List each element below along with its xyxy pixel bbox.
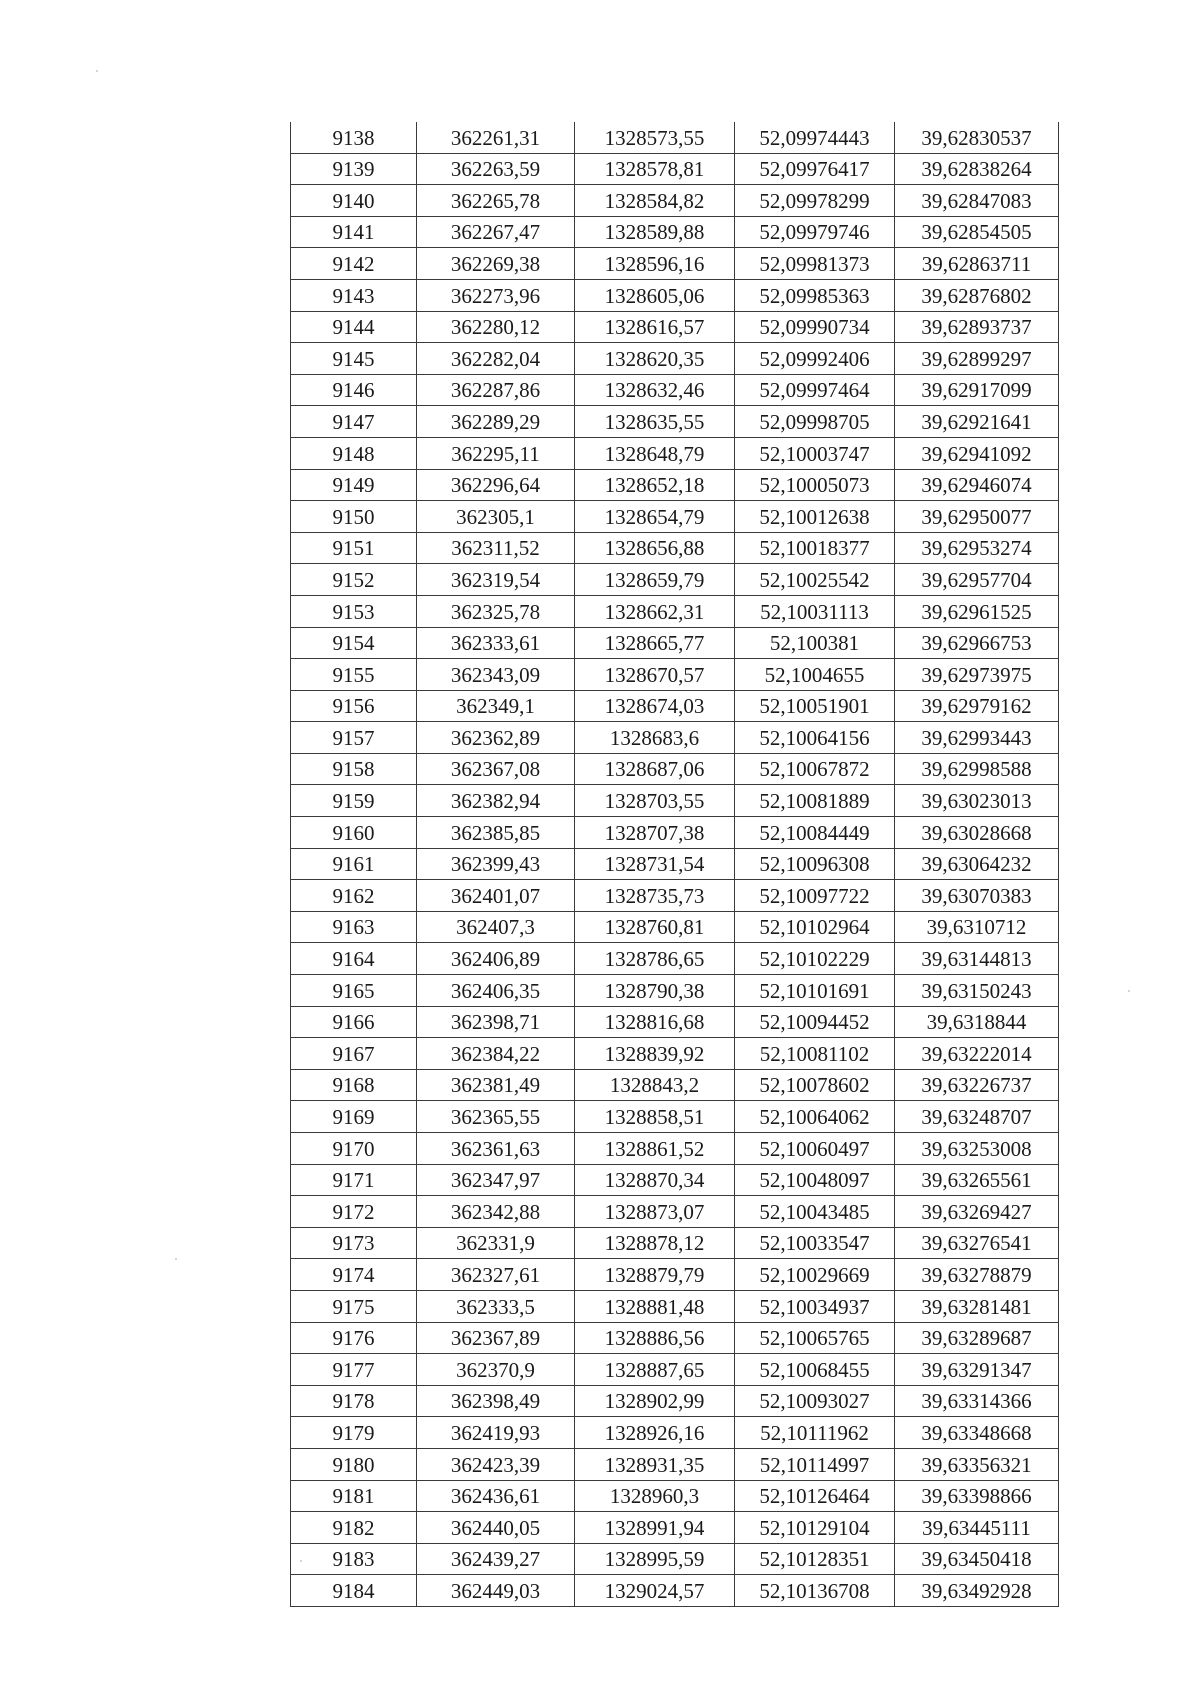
point-number-cell: 9144 [291, 311, 417, 343]
latitude-cell: 52,10051901 [735, 690, 895, 722]
table-row [291, 753, 1059, 785]
latitude-cell: 52,10136708 [735, 1575, 895, 1607]
y-coordinate-cell: 1328632,46 [575, 374, 735, 406]
x-coordinate-cell: 362333,5 [417, 1290, 575, 1322]
table-row [291, 216, 1059, 248]
x-coordinate-cell: 362311,52 [417, 532, 575, 564]
x-coordinate-cell: 362399,43 [417, 848, 575, 880]
y-coordinate-cell: 1328839,92 [575, 1038, 735, 1070]
latitude-cell: 52,10025542 [735, 564, 895, 596]
latitude-cell: 52,09981373 [735, 248, 895, 280]
longitude-cell: 39,63398866 [895, 1480, 1059, 1512]
x-coordinate-cell: 362273,96 [417, 279, 575, 311]
latitude-cell: 52,10029669 [735, 1259, 895, 1291]
y-coordinate-cell: 1328873,07 [575, 1196, 735, 1228]
table-row [291, 943, 1059, 975]
latitude-cell: 52,10078602 [735, 1069, 895, 1101]
longitude-cell: 39,63314366 [895, 1385, 1059, 1417]
point-number-cell: 9181 [291, 1480, 417, 1512]
longitude-cell: 39,62921641 [895, 406, 1059, 438]
table-row [291, 595, 1059, 627]
longitude-cell: 39,62847083 [895, 185, 1059, 217]
latitude-cell: 52,09990734 [735, 311, 895, 343]
y-coordinate-cell: 1328648,79 [575, 437, 735, 469]
table-row [291, 785, 1059, 817]
latitude-cell: 52,10018377 [735, 532, 895, 564]
y-coordinate-cell: 1328589,88 [575, 216, 735, 248]
y-coordinate-cell: 1328687,06 [575, 753, 735, 785]
scan-speck [175, 1258, 177, 1260]
longitude-cell: 39,63276541 [895, 1227, 1059, 1259]
latitude-cell: 52,10064062 [735, 1101, 895, 1133]
point-number-cell: 9166 [291, 1006, 417, 1038]
point-number-cell: 9151 [291, 532, 417, 564]
point-number-cell: 9141 [291, 216, 417, 248]
y-coordinate-cell: 1328790,38 [575, 975, 735, 1007]
longitude-cell: 39,62950077 [895, 501, 1059, 533]
table-row [291, 1006, 1059, 1038]
latitude-cell: 52,10081102 [735, 1038, 895, 1070]
point-number-cell: 9167 [291, 1038, 417, 1070]
table-row [291, 153, 1059, 185]
x-coordinate-cell: 362367,89 [417, 1322, 575, 1354]
latitude-cell: 52,09978299 [735, 185, 895, 217]
table-row [291, 248, 1059, 280]
table-row [291, 975, 1059, 1007]
point-number-cell: 9174 [291, 1259, 417, 1291]
longitude-cell: 39,63226737 [895, 1069, 1059, 1101]
longitude-cell: 39,63289687 [895, 1322, 1059, 1354]
y-coordinate-cell: 1328584,82 [575, 185, 735, 217]
longitude-cell: 39,63070383 [895, 880, 1059, 912]
x-coordinate-cell: 362333,61 [417, 627, 575, 659]
point-number-cell: 9138 [291, 122, 417, 153]
longitude-cell: 39,62953274 [895, 532, 1059, 564]
table-row [291, 564, 1059, 596]
x-coordinate-cell: 362263,59 [417, 153, 575, 185]
y-coordinate-cell: 1328665,77 [575, 627, 735, 659]
latitude-cell: 52,10084449 [735, 817, 895, 849]
x-coordinate-cell: 362436,61 [417, 1480, 575, 1512]
table-row [291, 880, 1059, 912]
y-coordinate-cell: 1329024,57 [575, 1575, 735, 1607]
latitude-cell: 52,10101691 [735, 975, 895, 1007]
table-row [291, 1227, 1059, 1259]
point-number-cell: 9165 [291, 975, 417, 1007]
y-coordinate-cell: 1328635,55 [575, 406, 735, 438]
latitude-cell: 52,10048097 [735, 1164, 895, 1196]
point-number-cell: 9147 [291, 406, 417, 438]
table-row [291, 185, 1059, 217]
longitude-cell: 39,63445111 [895, 1512, 1059, 1544]
y-coordinate-cell: 1328879,79 [575, 1259, 735, 1291]
x-coordinate-cell: 362419,93 [417, 1417, 575, 1449]
table-row [291, 659, 1059, 691]
point-number-cell: 9168 [291, 1069, 417, 1101]
longitude-cell: 39,63253008 [895, 1133, 1059, 1165]
y-coordinate-cell: 1328703,55 [575, 785, 735, 817]
table-row [291, 1069, 1059, 1101]
x-coordinate-cell: 362319,54 [417, 564, 575, 596]
point-number-cell: 9139 [291, 153, 417, 185]
latitude-cell: 52,10034937 [735, 1290, 895, 1322]
x-coordinate-cell: 362365,55 [417, 1101, 575, 1133]
y-coordinate-cell: 1328578,81 [575, 153, 735, 185]
point-number-cell: 9177 [291, 1354, 417, 1386]
point-number-cell: 9163 [291, 911, 417, 943]
y-coordinate-cell: 1328881,48 [575, 1290, 735, 1322]
x-coordinate-cell: 362398,71 [417, 1006, 575, 1038]
longitude-cell: 39,62973975 [895, 659, 1059, 691]
latitude-cell: 52,10043485 [735, 1196, 895, 1228]
x-coordinate-cell: 362296,64 [417, 469, 575, 501]
point-number-cell: 9180 [291, 1448, 417, 1480]
table-row [291, 1385, 1059, 1417]
table-row [291, 374, 1059, 406]
longitude-cell: 39,62854505 [895, 216, 1059, 248]
longitude-cell: 39,63028668 [895, 817, 1059, 849]
table-row [291, 406, 1059, 438]
y-coordinate-cell: 1328926,16 [575, 1417, 735, 1449]
table-row [291, 1354, 1059, 1386]
longitude-cell: 39,63356321 [895, 1448, 1059, 1480]
x-coordinate-cell: 362361,63 [417, 1133, 575, 1165]
x-coordinate-cell: 362287,86 [417, 374, 575, 406]
latitude-cell: 52,10093027 [735, 1385, 895, 1417]
x-coordinate-cell: 362370,9 [417, 1354, 575, 1386]
latitude-cell: 52,09979746 [735, 216, 895, 248]
point-number-cell: 9182 [291, 1512, 417, 1544]
x-coordinate-cell: 362280,12 [417, 311, 575, 343]
x-coordinate-cell: 362440,05 [417, 1512, 575, 1544]
latitude-cell: 52,10094452 [735, 1006, 895, 1038]
x-coordinate-cell: 362384,22 [417, 1038, 575, 1070]
longitude-cell: 39,63492928 [895, 1575, 1059, 1607]
point-number-cell: 9183 [291, 1543, 417, 1575]
y-coordinate-cell: 1328662,31 [575, 595, 735, 627]
point-number-cell: 9155 [291, 659, 417, 691]
longitude-cell: 39,63450418 [895, 1543, 1059, 1575]
point-number-cell: 9161 [291, 848, 417, 880]
x-coordinate-cell: 362401,07 [417, 880, 575, 912]
longitude-cell: 39,62966753 [895, 627, 1059, 659]
point-number-cell: 9146 [291, 374, 417, 406]
y-coordinate-cell: 1328878,12 [575, 1227, 735, 1259]
point-number-cell: 9164 [291, 943, 417, 975]
longitude-cell: 39,62957704 [895, 564, 1059, 596]
table-row [291, 1196, 1059, 1228]
y-coordinate-cell: 1328861,52 [575, 1133, 735, 1165]
x-coordinate-cell: 362331,9 [417, 1227, 575, 1259]
table-row [291, 437, 1059, 469]
y-coordinate-cell: 1328902,99 [575, 1385, 735, 1417]
x-coordinate-cell: 362342,88 [417, 1196, 575, 1228]
x-coordinate-cell: 362261,31 [417, 122, 575, 153]
y-coordinate-cell: 1328683,6 [575, 722, 735, 754]
point-number-cell: 9143 [291, 279, 417, 311]
point-number-cell: 9179 [291, 1417, 417, 1449]
latitude-cell: 52,10111962 [735, 1417, 895, 1449]
point-number-cell: 9162 [291, 880, 417, 912]
x-coordinate-cell: 362449,03 [417, 1575, 575, 1607]
y-coordinate-cell: 1328659,79 [575, 564, 735, 596]
point-number-cell: 9153 [291, 595, 417, 627]
latitude-cell: 52,10068455 [735, 1354, 895, 1386]
latitude-cell: 52,10129104 [735, 1512, 895, 1544]
longitude-cell: 39,63064232 [895, 848, 1059, 880]
x-coordinate-cell: 362325,78 [417, 595, 575, 627]
table-row [291, 1133, 1059, 1165]
longitude-cell: 39,62830537 [895, 122, 1059, 153]
y-coordinate-cell: 1328573,55 [575, 122, 735, 153]
longitude-cell: 39,6318844 [895, 1006, 1059, 1038]
x-coordinate-cell: 362385,85 [417, 817, 575, 849]
y-coordinate-cell: 1328843,2 [575, 1069, 735, 1101]
point-number-cell: 9140 [291, 185, 417, 217]
longitude-cell: 39,62993443 [895, 722, 1059, 754]
y-coordinate-cell: 1328858,51 [575, 1101, 735, 1133]
point-number-cell: 9173 [291, 1227, 417, 1259]
latitude-cell: 52,10060497 [735, 1133, 895, 1165]
point-number-cell: 9160 [291, 817, 417, 849]
table-row [291, 848, 1059, 880]
point-number-cell: 9159 [291, 785, 417, 817]
point-number-cell: 9149 [291, 469, 417, 501]
latitude-cell: 52,09985363 [735, 279, 895, 311]
longitude-cell: 39,63222014 [895, 1038, 1059, 1070]
table-row [291, 501, 1059, 533]
point-number-cell: 9175 [291, 1290, 417, 1322]
x-coordinate-cell: 362406,35 [417, 975, 575, 1007]
longitude-cell: 39,62876802 [895, 279, 1059, 311]
x-coordinate-cell: 362423,39 [417, 1448, 575, 1480]
x-coordinate-cell: 362305,1 [417, 501, 575, 533]
scan-speck [1128, 990, 1130, 992]
point-number-cell: 9142 [291, 248, 417, 280]
point-number-cell: 9150 [291, 501, 417, 533]
y-coordinate-cell: 1328674,03 [575, 690, 735, 722]
latitude-cell: 52,09976417 [735, 153, 895, 185]
table-row [291, 1259, 1059, 1291]
longitude-cell: 39,62941092 [895, 437, 1059, 469]
longitude-cell: 39,62917099 [895, 374, 1059, 406]
x-coordinate-cell: 362295,11 [417, 437, 575, 469]
y-coordinate-cell: 1328995,59 [575, 1543, 735, 1575]
table-row [291, 1575, 1059, 1607]
y-coordinate-cell: 1328886,56 [575, 1322, 735, 1354]
latitude-cell: 52,09992406 [735, 343, 895, 375]
latitude-cell: 52,10064156 [735, 722, 895, 754]
x-coordinate-cell: 362349,1 [417, 690, 575, 722]
latitude-cell: 52,10065765 [735, 1322, 895, 1354]
x-coordinate-cell: 362327,61 [417, 1259, 575, 1291]
latitude-cell: 52,10096308 [735, 848, 895, 880]
y-coordinate-cell: 1328816,68 [575, 1006, 735, 1038]
y-coordinate-cell: 1328760,81 [575, 911, 735, 943]
x-coordinate-cell: 362406,89 [417, 943, 575, 975]
latitude-cell: 52,10102964 [735, 911, 895, 943]
point-number-cell: 9157 [291, 722, 417, 754]
table-row [291, 1290, 1059, 1322]
y-coordinate-cell: 1328960,3 [575, 1480, 735, 1512]
x-coordinate-cell: 362267,47 [417, 216, 575, 248]
coordinates-table-body [291, 122, 1059, 1606]
table-row [291, 279, 1059, 311]
latitude-cell: 52,10033547 [735, 1227, 895, 1259]
longitude-cell: 39,63281481 [895, 1290, 1059, 1322]
scan-speck [300, 1560, 302, 1562]
point-number-cell: 9176 [291, 1322, 417, 1354]
latitude-cell: 52,100381 [735, 627, 895, 659]
longitude-cell: 39,6310712 [895, 911, 1059, 943]
x-coordinate-cell: 362282,04 [417, 343, 575, 375]
table-row [291, 1480, 1059, 1512]
point-number-cell: 9145 [291, 343, 417, 375]
latitude-cell: 52,1004655 [735, 659, 895, 691]
x-coordinate-cell: 362381,49 [417, 1069, 575, 1101]
y-coordinate-cell: 1328616,57 [575, 311, 735, 343]
longitude-cell: 39,63150243 [895, 975, 1059, 1007]
latitude-cell: 52,10003747 [735, 437, 895, 469]
scan-speck [96, 70, 98, 72]
longitude-cell: 39,63023013 [895, 785, 1059, 817]
coordinates-table [290, 122, 1059, 1607]
x-coordinate-cell: 362398,49 [417, 1385, 575, 1417]
y-coordinate-cell: 1328652,18 [575, 469, 735, 501]
y-coordinate-cell: 1328887,65 [575, 1354, 735, 1386]
point-number-cell: 9148 [291, 437, 417, 469]
latitude-cell: 52,10031113 [735, 595, 895, 627]
latitude-cell: 52,10126464 [735, 1480, 895, 1512]
table-row [291, 469, 1059, 501]
latitude-cell: 52,10114997 [735, 1448, 895, 1480]
latitude-cell: 52,10081889 [735, 785, 895, 817]
table-row [291, 1448, 1059, 1480]
table-row [291, 1322, 1059, 1354]
x-coordinate-cell: 362367,08 [417, 753, 575, 785]
table-row [291, 343, 1059, 375]
point-number-cell: 9170 [291, 1133, 417, 1165]
longitude-cell: 39,62863711 [895, 248, 1059, 280]
x-coordinate-cell: 362343,09 [417, 659, 575, 691]
x-coordinate-cell: 362362,89 [417, 722, 575, 754]
y-coordinate-cell: 1328786,65 [575, 943, 735, 975]
latitude-cell: 52,09974443 [735, 122, 895, 153]
table-row [291, 690, 1059, 722]
table-row [291, 722, 1059, 754]
x-coordinate-cell: 362269,38 [417, 248, 575, 280]
point-number-cell: 9169 [291, 1101, 417, 1133]
y-coordinate-cell: 1328596,16 [575, 248, 735, 280]
longitude-cell: 39,63278879 [895, 1259, 1059, 1291]
longitude-cell: 39,62899297 [895, 343, 1059, 375]
point-number-cell: 9154 [291, 627, 417, 659]
y-coordinate-cell: 1328670,57 [575, 659, 735, 691]
latitude-cell: 52,10097722 [735, 880, 895, 912]
table-row [291, 1512, 1059, 1544]
longitude-cell: 39,63291347 [895, 1354, 1059, 1386]
point-number-cell: 9152 [291, 564, 417, 596]
longitude-cell: 39,62893737 [895, 311, 1059, 343]
latitude-cell: 52,09998705 [735, 406, 895, 438]
latitude-cell: 52,10067872 [735, 753, 895, 785]
longitude-cell: 39,62961525 [895, 595, 1059, 627]
y-coordinate-cell: 1328991,94 [575, 1512, 735, 1544]
table-row [291, 311, 1059, 343]
y-coordinate-cell: 1328620,35 [575, 343, 735, 375]
x-coordinate-cell: 362382,94 [417, 785, 575, 817]
table-row [291, 817, 1059, 849]
point-number-cell: 9158 [291, 753, 417, 785]
table-row [291, 1038, 1059, 1070]
table-row [291, 1543, 1059, 1575]
longitude-cell: 39,62838264 [895, 153, 1059, 185]
longitude-cell: 39,62946074 [895, 469, 1059, 501]
latitude-cell: 52,10128351 [735, 1543, 895, 1575]
x-coordinate-cell: 362439,27 [417, 1543, 575, 1575]
point-number-cell: 9156 [291, 690, 417, 722]
latitude-cell: 52,10102229 [735, 943, 895, 975]
table-row [291, 1417, 1059, 1449]
y-coordinate-cell: 1328931,35 [575, 1448, 735, 1480]
longitude-cell: 39,63265561 [895, 1164, 1059, 1196]
table-row [291, 1164, 1059, 1196]
x-coordinate-cell: 362289,29 [417, 406, 575, 438]
latitude-cell: 52,09997464 [735, 374, 895, 406]
latitude-cell: 52,10005073 [735, 469, 895, 501]
table-row [291, 911, 1059, 943]
y-coordinate-cell: 1328654,79 [575, 501, 735, 533]
longitude-cell: 39,62998588 [895, 753, 1059, 785]
table-row [291, 627, 1059, 659]
x-coordinate-cell: 362265,78 [417, 185, 575, 217]
point-number-cell: 9184 [291, 1575, 417, 1607]
point-number-cell: 9178 [291, 1385, 417, 1417]
longitude-cell: 39,62979162 [895, 690, 1059, 722]
longitude-cell: 39,63248707 [895, 1101, 1059, 1133]
longitude-cell: 39,63269427 [895, 1196, 1059, 1228]
y-coordinate-cell: 1328605,06 [575, 279, 735, 311]
point-number-cell: 9172 [291, 1196, 417, 1228]
x-coordinate-cell: 362407,3 [417, 911, 575, 943]
longitude-cell: 39,63348668 [895, 1417, 1059, 1449]
table-row [291, 1101, 1059, 1133]
table-row [291, 532, 1059, 564]
table-row [291, 122, 1059, 153]
longitude-cell: 39,63144813 [895, 943, 1059, 975]
y-coordinate-cell: 1328707,38 [575, 817, 735, 849]
latitude-cell: 52,10012638 [735, 501, 895, 533]
x-coordinate-cell: 362347,97 [417, 1164, 575, 1196]
point-number-cell: 9171 [291, 1164, 417, 1196]
y-coordinate-cell: 1328870,34 [575, 1164, 735, 1196]
y-coordinate-cell: 1328656,88 [575, 532, 735, 564]
y-coordinate-cell: 1328731,54 [575, 848, 735, 880]
y-coordinate-cell: 1328735,73 [575, 880, 735, 912]
